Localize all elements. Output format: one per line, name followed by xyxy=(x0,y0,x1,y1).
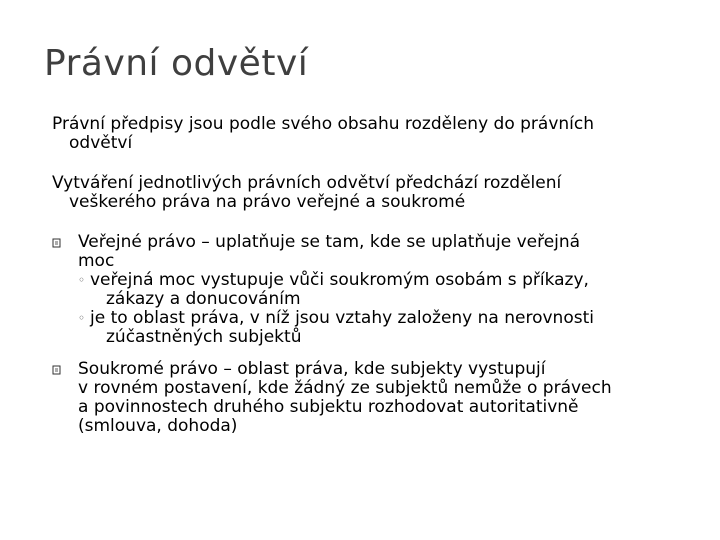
paragraph-2 xyxy=(52,174,561,212)
paragraph-1 xyxy=(52,115,594,153)
bullet-2-line-4: (smlouva, dohoda) xyxy=(78,416,238,436)
bullet-1-line-1: Veřejné právo – uplatňuje se tam, kde se uplatňuje veřejná xyxy=(78,232,581,252)
bullet-1-line-2: moc xyxy=(78,251,115,271)
circle-bullet-icon: ◦ xyxy=(78,311,86,325)
slide-title: Právní odvětví xyxy=(44,43,309,84)
paragraph-1-line-2: odvětví xyxy=(69,133,133,153)
bullet-2-line-1: Soukromé právo – oblast práva, kde subjekty vystupují xyxy=(78,359,546,379)
square-bullet-icon xyxy=(52,237,62,249)
sub-bullet-2-line-1: je to oblast práva, v níž jsou vztahy založeny na nerovnosti xyxy=(90,308,594,328)
paragraph-2-line-2: veškerého práva na právo veřejné a soukromé xyxy=(69,192,466,212)
circle-bullet-icon: ◦ xyxy=(78,273,86,287)
paragraph-2-line-1: Vytváření jednotlivých právních odvětví předchází rozdělení xyxy=(52,173,562,193)
square-bullet-icon xyxy=(52,364,62,376)
bullet-2-line-3: a povinnostech druhého subjektu rozhodovat autoritativně xyxy=(78,397,579,417)
sub-bullet-2 xyxy=(52,309,594,347)
paragraph-1-line-1: Právní předpisy jsou podle svého obsahu rozděleny do právních xyxy=(52,114,594,134)
bullet-public-law xyxy=(52,233,594,347)
bullet-private-law xyxy=(52,360,612,436)
sub-bullet-1 xyxy=(52,271,594,309)
sub-bullet-2-line-2: zúčastněných subjektů xyxy=(106,327,302,347)
sub-bullet-1-line-1: veřejná moc vystupuje vůči soukromým osobám s příkazy, xyxy=(90,270,589,290)
sub-bullet-1-line-2: zákazy a donucováním xyxy=(106,289,301,309)
bullet-2-line-2: v rovném postavení, kde žádný ze subjektů nemůže o právech xyxy=(78,378,612,398)
